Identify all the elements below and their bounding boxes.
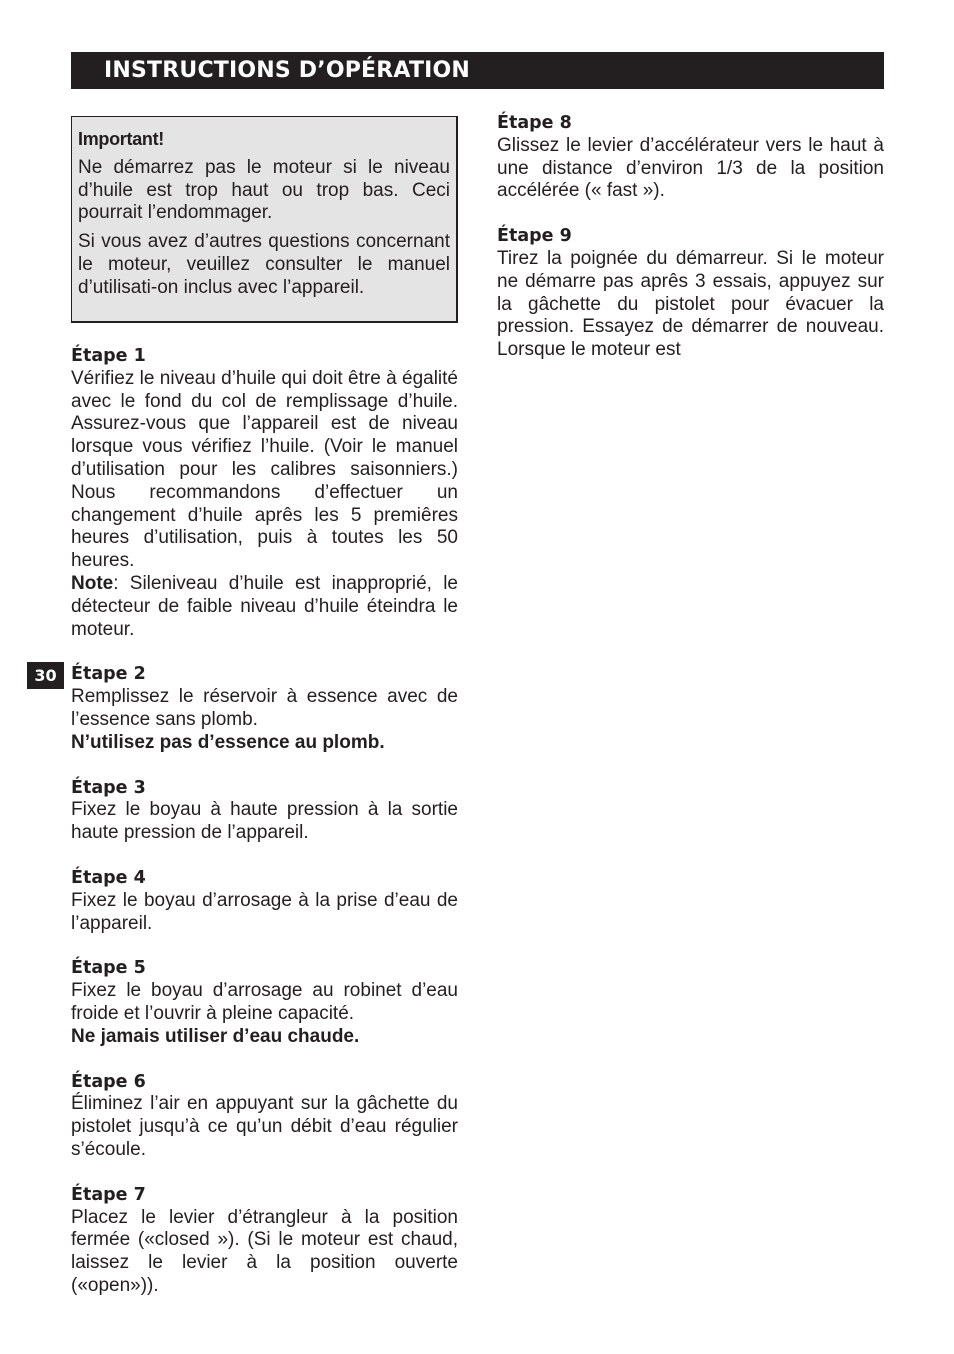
step-text: Fixez le boyau à haute pression à la sortie haute pression de l’appareil. — [71, 799, 458, 844]
step-text: Vérifiez le niveau d’huile qui doit être à égalité avec le fond du col de remplissage d’huile. Assurez-vous que l’appareil est de niveau lorsque vous vérifiez l’huile. (Voir le manuel d’utilisation pour les calibres saisonniers.) Nous recommandons d’effectuer un changement d’huile aprês les 5 premiêres heures d’utilisation, puis à toutes les 50 heures. — [71, 367, 458, 572]
step-text: Remplissez le réservoir à essence avec de l’essence sans plomb. — [71, 686, 458, 730]
step-2 — [71, 663, 458, 754]
step-warning: N’utilisez pas d’essence au plomb. — [71, 731, 385, 753]
left-column — [71, 345, 458, 1320]
section-header — [71, 52, 884, 89]
important-notice-box — [71, 116, 458, 323]
step-text: Placez le levier d’étrangleur à la position fermée («closed »). (Si le moteur est chaud, laissez le levier à la position ouverte («open»)). — [71, 1206, 458, 1296]
note-text: : Sileniveau d’huile est inapproprié, le détecteur de faible niveau d’huile éteindra le moteur. — [71, 572, 458, 640]
step-3 — [71, 777, 458, 845]
step-9 — [497, 225, 884, 362]
right-column — [497, 112, 884, 384]
step-title: Étape 7 — [71, 1184, 146, 1205]
step-title: Étape 3 — [71, 777, 146, 798]
note-label: Note — [71, 572, 114, 594]
step-1 — [71, 345, 458, 641]
step-7 — [71, 1184, 458, 1298]
step-title: Étape 2 — [71, 664, 146, 685]
step-text: Éliminez l’air en appuyant sur la gâchette du pistolet jusqu’à ce qu’un débit d’eau régulier s’écoule. — [71, 1093, 458, 1160]
step-note — [71, 573, 458, 641]
step-title: Étape 4 — [71, 867, 146, 888]
step-6 — [71, 1071, 458, 1162]
step-8 — [497, 112, 884, 203]
step-4 — [71, 867, 458, 935]
step-title: Étape 5 — [71, 958, 146, 979]
important-title: Important! — [78, 129, 164, 149]
step-text: Fixez le boyau d’arrosage au robinet d’eau froide et l’ouvrir à pleine capacité. — [71, 980, 458, 1024]
step-title: Étape 6 — [71, 1071, 146, 1092]
step-title: Étape 8 — [497, 113, 572, 133]
step-5 — [71, 957, 458, 1048]
step-title: Étape 9 — [497, 226, 572, 247]
step-text: Glissez le levier d’accélérateur vers le haut à une distance d’environ 1/3 de la position accélérée (« fast »). — [497, 134, 884, 202]
step-text: Tirez la poignée du démarreur. Si le moteur ne démarre pas aprês 3 essais, appuyez sur la gâchette du pistolet pour évacuer la pression. Essayez de démarrer de nouveau. Lorsque le moteur est — [497, 247, 884, 361]
page-title: INSTRUCTIONS D’OPÉRATION — [104, 58, 471, 83]
page-number-badge: 30 — [27, 662, 64, 689]
step-title: Étape 1 — [71, 346, 146, 366]
important-paragraph: Si vous avez d’autres questions concernant le moteur, veuillez consulter le manuel d’utilisati-on inclus avec l’appareil. — [78, 231, 450, 298]
important-paragraph: Ne démarrez pas le moteur si le niveau d’huile est trop haut ou trop bas. Ceci pourrait l’endommager. — [78, 156, 450, 224]
step-warning: Ne jamais utiliser d’eau chaude. — [71, 1025, 360, 1047]
step-text: Fixez le boyau d’arrosage à la prise d’eau de l’appareil. — [71, 889, 458, 934]
